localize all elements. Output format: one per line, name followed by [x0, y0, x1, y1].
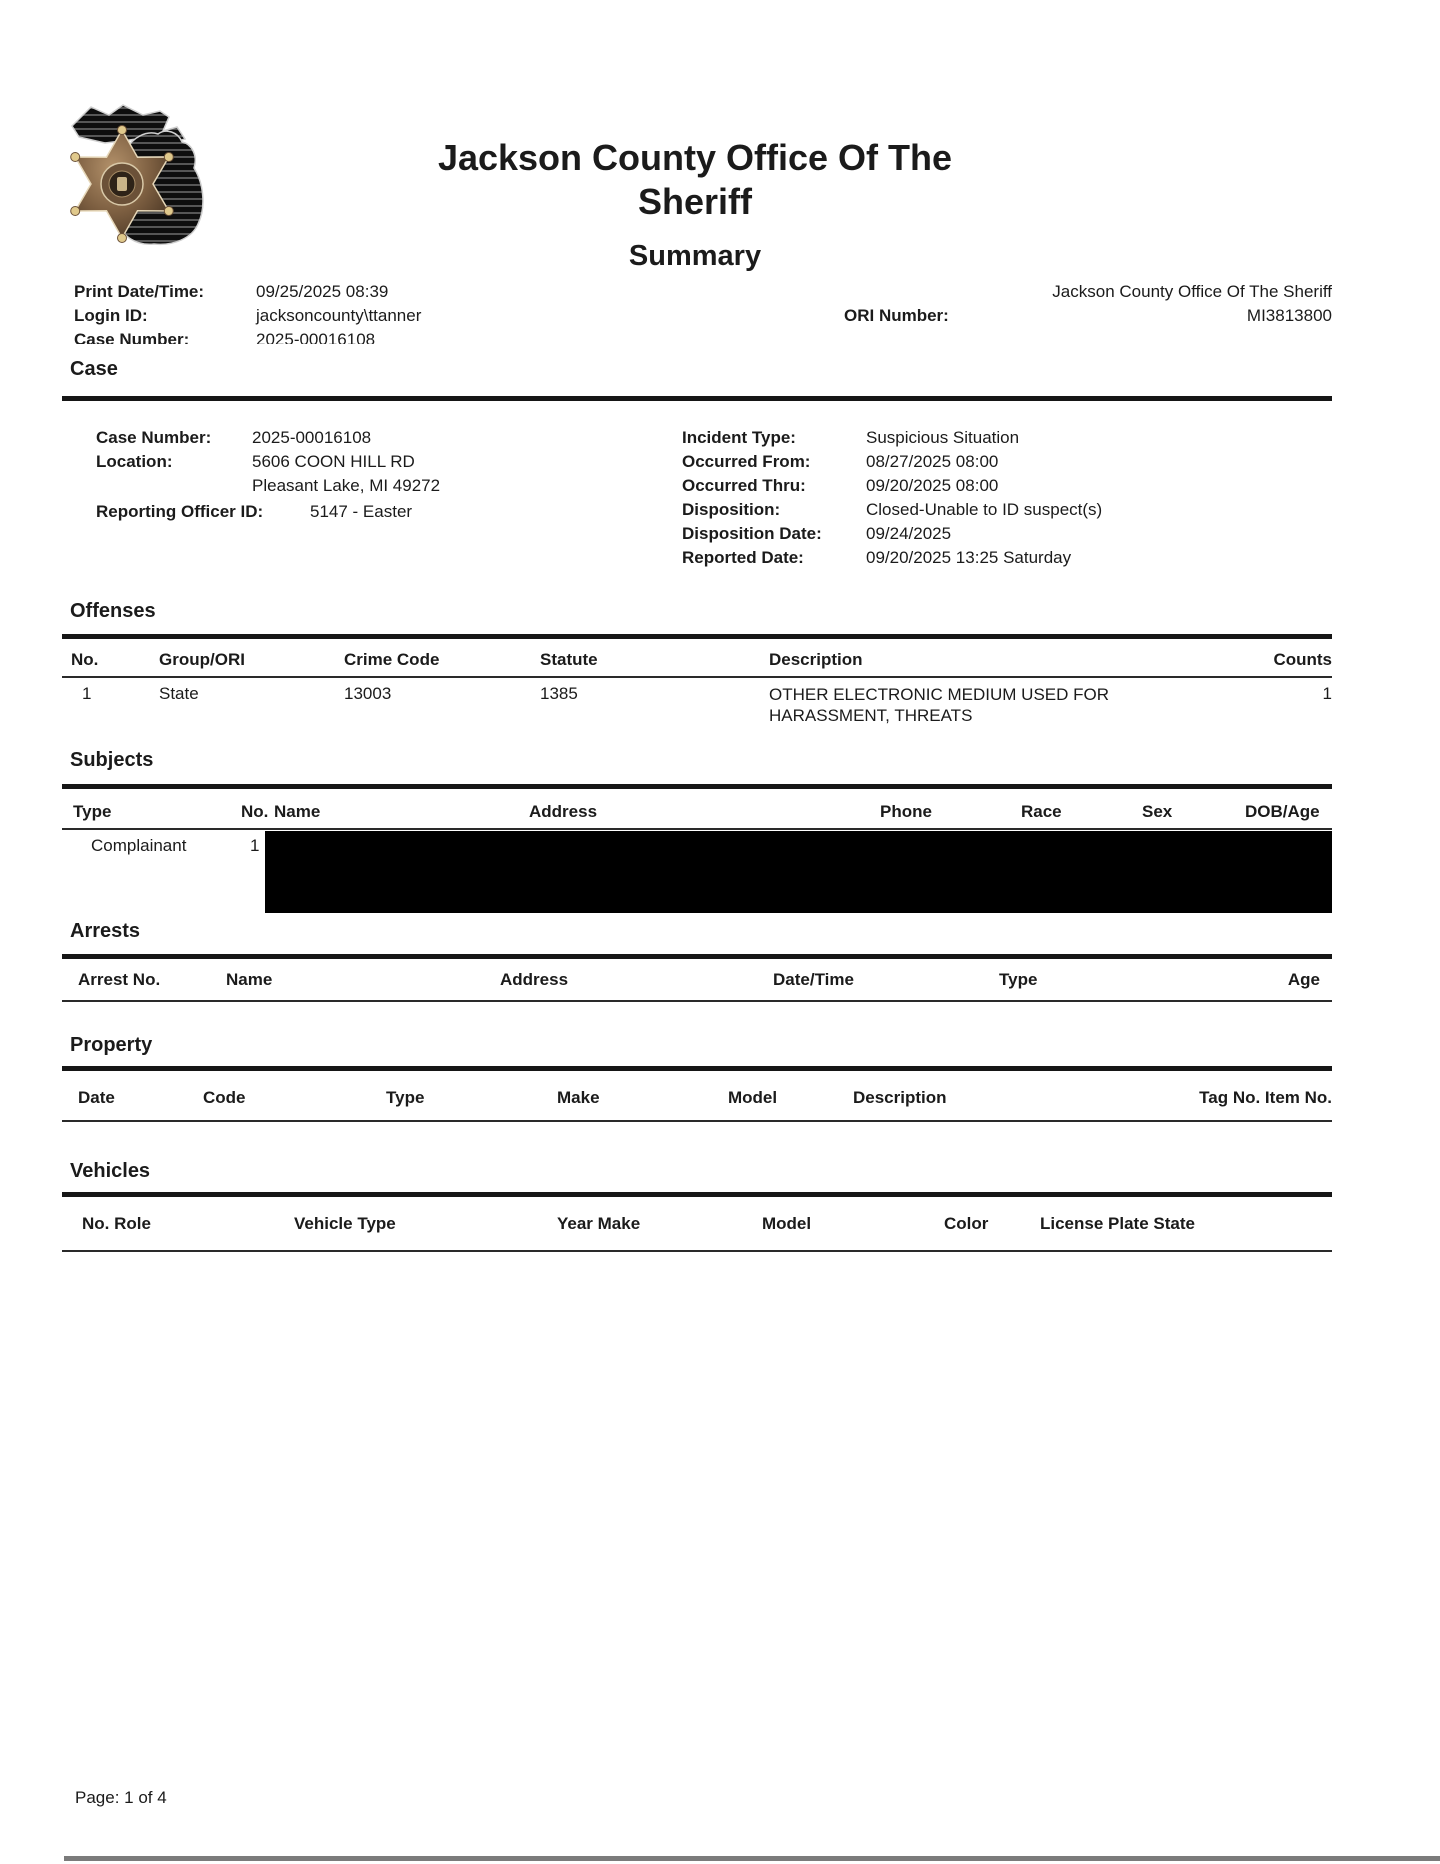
- print-date-value: 09/25/2025 08:39: [256, 282, 389, 301]
- subjects-header-race: Race: [1021, 802, 1062, 821]
- table-header-rule: [62, 828, 1332, 830]
- vehicles-header-year-make: Year Make: [557, 1214, 641, 1233]
- page-number: Page: 1 of 4: [75, 1788, 167, 1807]
- subjects-header-no: No.: [241, 802, 269, 821]
- offense-crime-code: 13003: [344, 684, 392, 703]
- table-header-rule: [62, 1120, 1332, 1122]
- property-header-code: Code: [203, 1088, 246, 1107]
- section-rule: [62, 954, 1332, 959]
- case-field-label: Reporting Officer ID:: [96, 502, 264, 521]
- arrests-header-address: Address: [500, 970, 569, 989]
- subjects-header-dob-age: DOB/Age: [1245, 802, 1320, 821]
- print-header-block: [62, 278, 1332, 344]
- property-header-model: Model: [728, 1088, 778, 1107]
- case-field-label: Occurred Thru:: [682, 476, 806, 495]
- offenses-header-counts: Counts: [1273, 650, 1332, 669]
- login-id-label: Login ID:: [74, 306, 148, 325]
- offense-no: 1: [82, 684, 92, 703]
- subject-no: 1: [250, 836, 260, 855]
- arrests-header-arrest-no: Arrest No.: [78, 970, 161, 989]
- table-header-rule: [62, 676, 1332, 678]
- sheriff-badge-michigan-logo: [64, 86, 216, 250]
- section-title-arrests: Arrests: [70, 920, 141, 942]
- arrests-header-age: Age: [1287, 970, 1320, 989]
- bottom-page-divider: [64, 1856, 1440, 1861]
- section-title-subjects: Subjects: [70, 749, 154, 771]
- arrests-header-name: Name: [226, 970, 273, 989]
- case-field-label: Occurred From:: [682, 452, 811, 471]
- offenses-header-statute: Statute: [540, 650, 598, 669]
- section-title-case: Case: [70, 358, 118, 380]
- case-field-value: 2025-00016108: [252, 428, 372, 447]
- case-field-value: 09/20/2025 13:25 Saturday: [866, 548, 1072, 567]
- offenses-header-no: No.: [71, 650, 99, 669]
- print-date-label: Print Date/Time:: [74, 282, 205, 301]
- ori-number-label: ORI Number:: [844, 306, 949, 325]
- case-field-label: Location:: [96, 452, 173, 471]
- offenses-header-crime-code: Crime Code: [344, 650, 440, 669]
- agency-title-line1: Jackson County Office Of The: [437, 137, 953, 178]
- case-field-value: 09/20/2025 08:00: [866, 476, 999, 495]
- offense-statute: 1385: [540, 684, 578, 703]
- case-field-value: Suspicious Situation: [866, 428, 1020, 447]
- property-header-description: Description: [853, 1088, 947, 1107]
- subjects-header-phone: Phone: [880, 802, 932, 821]
- case-field-label: Disposition Date:: [682, 524, 822, 543]
- agency-title: [330, 136, 1060, 224]
- case-field-label: Case Number:: [96, 428, 212, 447]
- vehicles-header-model: Model: [762, 1214, 812, 1233]
- case-field-value: Pleasant Lake, MI 49272: [252, 476, 441, 495]
- section-rule: [62, 634, 1332, 639]
- vehicles-header-no-role: No. Role: [82, 1214, 151, 1233]
- agency-name-right: Jackson County Office Of The Sheriff: [1052, 282, 1332, 301]
- table-header-rule: [62, 1000, 1332, 1002]
- offenses-header-description: Description: [769, 650, 863, 669]
- property-header-type: Type: [386, 1088, 425, 1107]
- case-field-value: 5606 COON HILL RD: [252, 452, 415, 471]
- login-id-value: jacksoncounty\ttanner: [256, 306, 422, 325]
- section-rule: [62, 1192, 1332, 1197]
- case-field-label: Incident Type:: [682, 428, 796, 447]
- offense-group-ori: State: [159, 684, 199, 703]
- vehicles-header-vehicle-type: Vehicle Type: [294, 1214, 396, 1233]
- redaction-box: [265, 831, 1332, 913]
- case-field-value: 08/27/2025 08:00: [866, 452, 999, 471]
- case-field-label: Reported Date:: [682, 548, 804, 567]
- subjects-header-name: Name: [274, 802, 321, 821]
- offenses-header-group-ori: Group/ORI: [159, 650, 245, 669]
- section-rule: [62, 784, 1332, 789]
- section-title-property: Property: [70, 1034, 153, 1056]
- subjects-header-address: Address: [529, 802, 598, 821]
- case-number-value: 2025-00016108: [256, 330, 376, 344]
- section-title-offenses: Offenses: [70, 600, 156, 622]
- vehicles-header-color: Color: [944, 1214, 989, 1233]
- section-rule: [62, 396, 1332, 401]
- case-field-label: Disposition:: [682, 500, 781, 519]
- table-header-rule: [62, 1250, 1332, 1252]
- offense-counts: 1: [1322, 684, 1332, 703]
- property-header-tag-item-no: Tag No. Item No.: [1199, 1088, 1332, 1107]
- property-header-date: Date: [78, 1088, 115, 1107]
- arrests-header-type: Type: [999, 970, 1038, 989]
- vehicles-header-license-plate-state: License Plate State: [1040, 1214, 1195, 1233]
- property-header-make: Make: [557, 1088, 600, 1107]
- case-number-label: Case Number:: [74, 330, 190, 344]
- case-field-value: 09/24/2025: [866, 524, 952, 543]
- case-field-value: Closed-Unable to ID suspect(s): [866, 500, 1103, 519]
- offense-description: OTHER ELECTRONIC MEDIUM USED FOR HARASSMENT, THREATS: [769, 685, 1110, 725]
- case-field-value: 5147 - Easter: [310, 502, 413, 521]
- subject-type: Complainant: [91, 836, 187, 855]
- subjects-header-sex: Sex: [1142, 802, 1173, 821]
- section-rule: [62, 1066, 1332, 1071]
- report-type-title: Summary: [628, 240, 762, 272]
- section-title-vehicles: Vehicles: [70, 1160, 151, 1182]
- agency-title-line2: Sheriff: [637, 181, 752, 222]
- subjects-header-type: Type: [73, 802, 112, 821]
- ori-number-value: MI3813800: [1246, 306, 1332, 325]
- arrests-header-date-time: Date/Time: [773, 970, 854, 989]
